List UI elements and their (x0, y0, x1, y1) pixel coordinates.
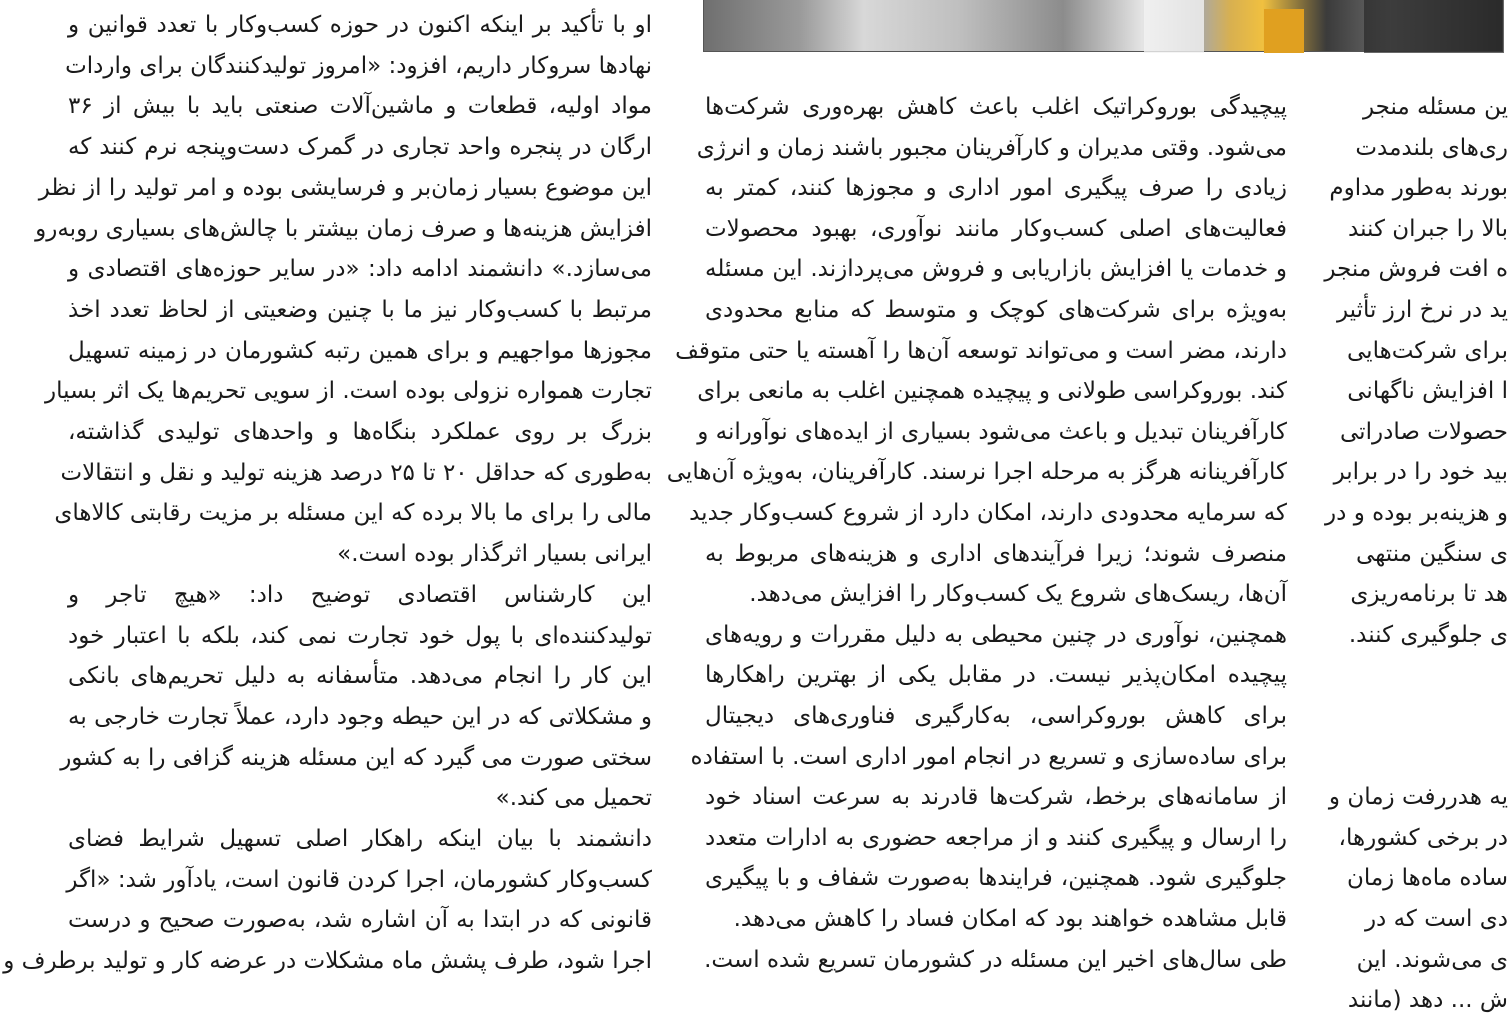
text-line: برای ساده‌سازی و تسریع در انجام امور اداری است. با استفاده (690, 743, 1287, 770)
text-line: پیچیدگی بوروکراتیک اغلب باعث کاهش بهره‌وری شرکت‌ها (705, 94, 1287, 120)
article-column-right (1324, 0, 1508, 1014)
text-line: مالی را برای ما بالا برده که این مسئله بر مزیت رقابتی کالاهای (54, 500, 652, 527)
text-line: فعالیت‌های اصلی کسب‌وکار مانند نوآوری، بهبود محصولات (705, 215, 1287, 242)
text-line: جلوگیری شود. همچنین، فرایندها به‌صورت شفاف و با پیگیری (705, 865, 1287, 892)
text-line: تولیدکننده‌ای با پول خود تجارت نمی کند، بلکه با اعتبار خود (68, 622, 652, 649)
text-line: ید در نرخ ارز تأثیر (1336, 297, 1508, 323)
text-line: می‌شود. وقتی مدیران و کارآفرینان مجبور باشند زمان و انرژی (696, 134, 1287, 161)
text-line: را ارسال و پیگیری کنند و از مراجعه حضوری به ادارات متعدد (705, 824, 1287, 851)
text-line: ی جلوگیری کنند. (1348, 621, 1508, 648)
text-line: که سرمایه محدودی دارند، امکان دارد از شروع کسب‌وکار جدید (689, 500, 1287, 526)
text-line: تجارت همواره نزولی بوده است. از سویی تحریم‌ها یک اثر بسیار (45, 378, 652, 405)
text-line: برای کاهش بوروکراسی، به‌کارگیری فناوری‌های دیجیتال (705, 703, 1287, 729)
text-line: این موضوع بسیار زمان‌بر و فرسایشی بوده و امر تولید را از نظر (38, 174, 652, 201)
text-line: مجوزها مواجهیم و برای همین رتبه کشورمان در زمینه تسهیل (68, 337, 652, 364)
text-line: سختی صورت می گیرد که این مسئله هزینه گزافی را به کشور (60, 744, 652, 771)
text-line: این کارشناس اقتصادی توضیح داد: «هیچ تاجر و (68, 581, 652, 608)
text-line: و هزینه‌بر بوده و در (1325, 500, 1508, 526)
text-line: او با تأکید بر اینکه اکنون در حوزه کسب‌وکار با تعدد قوانین و (68, 12, 652, 38)
text-line: دی است که در (1364, 906, 1508, 932)
text-line: قانونی که در ابتدا به آن اشاره شد، به‌صورت صحیح و درست (68, 907, 652, 934)
text-line: حصولات صادراتی (1340, 418, 1508, 445)
text-line: ین مسئله منجر (1362, 94, 1508, 120)
text-line: مرتبط با کسب‌وکار نیز ما با چنین وضعیتی از لحاظ تعدد اخذ (68, 296, 652, 323)
text-line: کند. بوروکراسی طولانی و پیچیده همچنین اغلب به مانعی برای (697, 378, 1287, 405)
text-line: دارند، مضر است و می‌تواند توسعه آن‌ها را آهسته یا حتی متوقف (675, 337, 1287, 364)
text-line: می‌سازد.» دانشمند ادامه داد: «در سایر حوزه‌های اقتصادی و (68, 256, 652, 283)
text-line: و مشکلاتی که در این حیطه وجود دارد، عملاً تجارت خارجی به (68, 703, 652, 730)
text-line: ه افت فروش منجر (1324, 256, 1508, 283)
article-column-middle (666, 0, 1287, 973)
article-column-left (3, 0, 652, 975)
text-line: ری‌های بلندمدت (1355, 134, 1508, 161)
text-line: کارآفرینان تبدیل و باعث می‌شود بسیاری از ایده‌های نوآورانه و (697, 418, 1287, 445)
text-line: ش ... دهد (مانند (1347, 987, 1508, 1014)
text-line: هد تا برنامه‌ریزی (1350, 581, 1508, 608)
text-line: به‌ویژه برای شرکت‌های کوچک و متوسط که منابع محدودی (705, 297, 1287, 323)
text-line: مواد اولیه، قطعات و ماشین‌آلات صنعتی باید با بیش از ۳۶ (68, 93, 652, 120)
text-line: کسب‌وکار کشورمان، اجرا کردن قانون است، یادآور شد: «اگر (66, 866, 652, 893)
text-line: ارگان در پنجره واحد تجاری در گمرک دست‌وپنجه نرم کنند که (68, 134, 652, 161)
text-line: و خدمات یا افزایش بازاریابی و فروش می‌پردازند. این مسئله (705, 256, 1287, 283)
text-line: بورند به‌طور مداوم (1329, 175, 1508, 202)
text-line: برای شرکت‌هایی (1347, 337, 1508, 364)
text-line: ایرانی بسیار اثرگذار بوده است.» (337, 541, 652, 568)
text-line: ساده ماه‌ها زمان (1346, 865, 1508, 892)
text-line: آن‌ها، ریسک‌های شروع یک کسب‌وکار را افزایش می‌دهد. (749, 581, 1287, 608)
text-line: در برخی کشورها، (1338, 824, 1508, 851)
text-line: به‌طوری که حداقل ۲۰ تا ۲۵ درصد هزینه تولید و نقل و انتقالات (60, 459, 652, 486)
text-line: طی سال‌های اخیر این مسئله در کشورمان تسریع شده است. (704, 946, 1287, 973)
text-line: این کار را انجام می‌دهد. متأسفانه به دلیل تحریم‌های بانکی (68, 663, 652, 690)
text-line: اجرا شود، طرف پشش ماه مشکلات در عرضه کار و تولید برطرف و (3, 948, 652, 975)
text-line: دانشمند با بیان اینکه راهکار اصلی تسهیل شرایط فضای (68, 826, 652, 852)
text-line: پیچیده امکان‌پذیر نیست. در مقابل یکی از بهترین راهکارها (705, 662, 1287, 689)
text-line: ی می‌شوند. این (1356, 946, 1508, 973)
text-line: از سامانه‌های برخط، شرکت‌ها قادرند به سرعت اسناد خود (705, 784, 1287, 811)
text-line: بزرگ بر روی عملکرد بنگاه‌ها و واحدهای تولیدی گذاشته، (68, 419, 652, 445)
text-line: منصرف شوند؛ زیرا فرآیندهای اداری و هزینه‌های مربوط به (705, 540, 1287, 567)
text-line: یه هدررفت زمان و (1328, 784, 1508, 811)
text-line: افزایش هزینه‌ها و صرف زمان بیشتر با چالش‌های بسیاری روبه‌رو (35, 215, 652, 242)
text-line: نهادها سروکار داریم، افزود: «امروز تولیدکنندگان برای واردات (65, 52, 652, 79)
text-line: همچنین، نوآوری در چنین محیطی به دلیل مقررات و رویه‌های (705, 621, 1287, 648)
text-line: ی سنگین منتهی (1356, 540, 1508, 567)
text-line: بید خود را در برابر (1333, 459, 1508, 486)
text-line: بالا را جبران کنند (1348, 215, 1508, 242)
text-line: زیادی را صرف پیگیری امور اداری و مجوزها کنند، کمتر به (705, 175, 1287, 202)
text-line: تحمیل می کند.» (495, 785, 652, 812)
text-line: کارآفرینانه هرگز به مرحله اجرا نرسند. کارآفرینان، به‌ویژه آن‌هایی (666, 459, 1287, 486)
text-line: قابل مشاهده خواهند بود که امکان فساد را کاهش می‌دهد. (733, 906, 1287, 932)
text-line: ا افزایش ناگهانی (1347, 378, 1508, 405)
